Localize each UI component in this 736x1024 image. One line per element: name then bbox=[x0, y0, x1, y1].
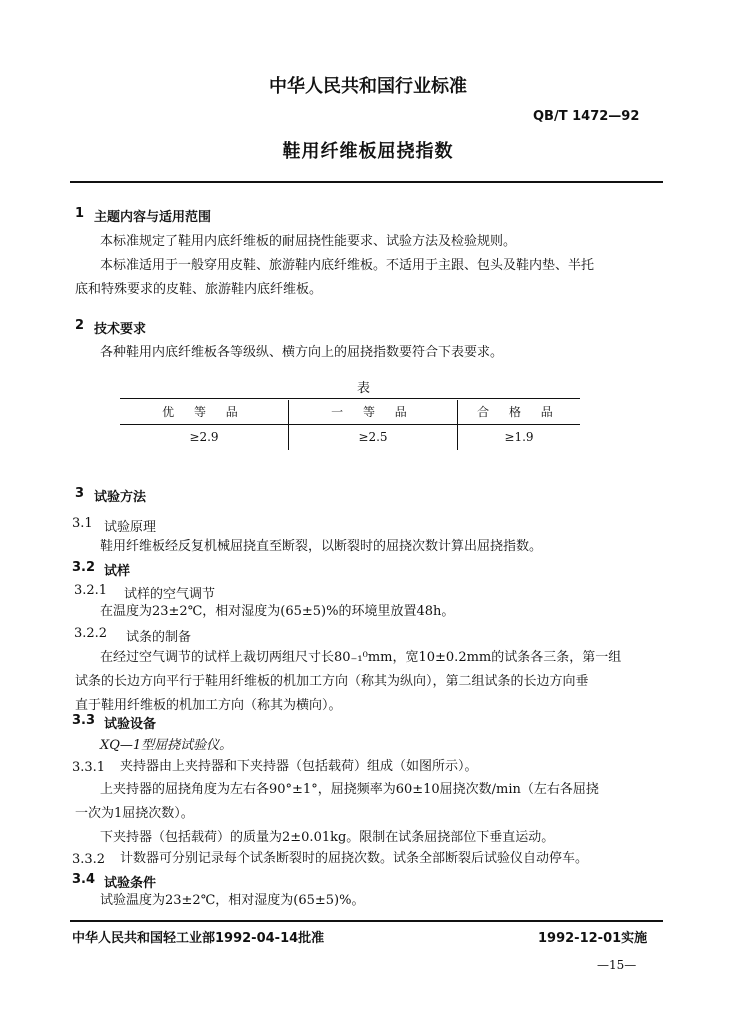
section-3-3-number: 3.3 bbox=[72, 713, 96, 728]
page-number: —15— bbox=[597, 958, 637, 972]
section-3-3-2-number: 3.3.2 bbox=[72, 852, 106, 867]
section-3-2-1-para: 在温度为23±2℃，相对湿度为(65±5)%的环境里放置48h。 bbox=[100, 604, 455, 619]
approval-line: 中华人民共和国轻工业部1992-04-14批准 bbox=[72, 931, 325, 946]
footer-rule bbox=[70, 920, 663, 922]
section-1-para-2a: 本标准适用于一般穿用皮鞋、旅游鞋内底纤维板。不适用于主跟、包头及鞋内垫、半托 bbox=[100, 258, 595, 273]
section-3-3-2-para: 计数器可分别记录每个试条断裂时的屈挠次数。试条全部断裂后试验仪自动停车。 bbox=[120, 851, 589, 866]
section-3-2-1-number: 3.2.1 bbox=[74, 583, 108, 598]
section-3-2-number: 3.2 bbox=[72, 560, 96, 575]
table-header-qualified: 合 格 品 bbox=[458, 400, 581, 424]
section-1-number: 1 bbox=[75, 206, 85, 221]
table-value-qualified: ≥1.9 bbox=[504, 430, 534, 445]
document-title: 鞋用纤维板屈挠指数 bbox=[282, 141, 454, 162]
section-3-3-title: 试验设备 bbox=[104, 717, 157, 732]
table-value-first-grade: ≥2.5 bbox=[289, 424, 458, 450]
table-header-first-grade: 一 等 品 bbox=[289, 400, 458, 424]
section-3-3-1-para-1: 夹持器由上夹持器和下夹持器（包括载荷）组成（如图所示）。 bbox=[120, 759, 478, 774]
section-1-title: 主题内容与适用范围 bbox=[94, 210, 212, 225]
section-3-2-1-title: 试样的空气调节 bbox=[124, 587, 216, 602]
effective-date: 1992-12-01实施 bbox=[538, 931, 648, 946]
section-3-3-para: XQ—1型屈挠试验仪。 bbox=[100, 738, 233, 753]
table-value-premium: ≥2.9 bbox=[120, 424, 289, 450]
section-3-3-1-para-3: 下夹持器（包括载荷）的质量为2±0.01kg。限制在试条屈挠部位下垂直运动。 bbox=[100, 830, 555, 845]
section-3-number: 3 bbox=[75, 486, 85, 501]
section-3-3-1-para-2a: 上夹持器的屈挠角度为左右各90°±1°，屈挠频率为60±10屈挠次数/min（左右各屈挠 bbox=[100, 782, 599, 797]
table-caption: 表 bbox=[357, 381, 371, 396]
section-3-1-number: 3.1 bbox=[72, 516, 93, 531]
section-2-number: 2 bbox=[75, 318, 85, 333]
section-3-2-2-para-1: 在经过空气调节的试样上裁切两组尺寸长80₋₁⁰mm，宽10±0.2mm的试条各三条，第一组 bbox=[100, 650, 622, 665]
section-3-2-2-para-3: 直于鞋用纤维板的机加工方向（称其为横向）。 bbox=[75, 698, 342, 713]
section-3-4-number: 3.4 bbox=[72, 872, 96, 887]
section-3-2-2-para-2: 试条的长边方向平行于鞋用纤维板的机加工方向（称其为纵向），第二组试条的长边方向垂 bbox=[75, 674, 589, 689]
section-3-1-para: 鞋用纤维板经反复机械屈挠直至断裂，以断裂时的屈挠次数计算出屈挠指数。 bbox=[100, 539, 543, 554]
section-3-4-title: 试验条件 bbox=[104, 876, 157, 891]
section-3-title: 试验方法 bbox=[94, 490, 147, 505]
standard-number: QB/T 1472—92 bbox=[533, 109, 640, 124]
section-3-2-2-number: 3.2.2 bbox=[74, 626, 108, 641]
table-top-rule bbox=[120, 398, 580, 399]
section-3-3-1-para-2b: 一次为1屈挠次数）。 bbox=[75, 806, 194, 821]
section-1-para-2b: 底和特殊要求的皮鞋、旅游鞋内底纤维板。 bbox=[75, 282, 323, 297]
org-title: 中华人民共和国行业标准 bbox=[269, 76, 467, 97]
section-2-para: 各种鞋用内底纤维板各等级纵、横方向上的屈挠指数要符合下表要求。 bbox=[100, 345, 504, 360]
section-3-2-title: 试样 bbox=[104, 564, 131, 579]
section-3-3-1-number: 3.3.1 bbox=[72, 760, 106, 775]
table-header-premium: 优 等 品 bbox=[120, 400, 289, 424]
header-rule bbox=[70, 181, 663, 183]
section-3-1-title: 试验原理 bbox=[104, 520, 157, 535]
section-1-para-1: 本标准规定了鞋用内底纤维板的耐屈挠性能要求、试验方法及检验规则。 bbox=[100, 234, 517, 249]
section-2-title: 技术要求 bbox=[94, 322, 147, 337]
section-3-2-2-title: 试条的制备 bbox=[126, 630, 192, 645]
section-3-4-para: 试验温度为23±2℃，相对湿度为(65±5)%。 bbox=[100, 893, 365, 908]
